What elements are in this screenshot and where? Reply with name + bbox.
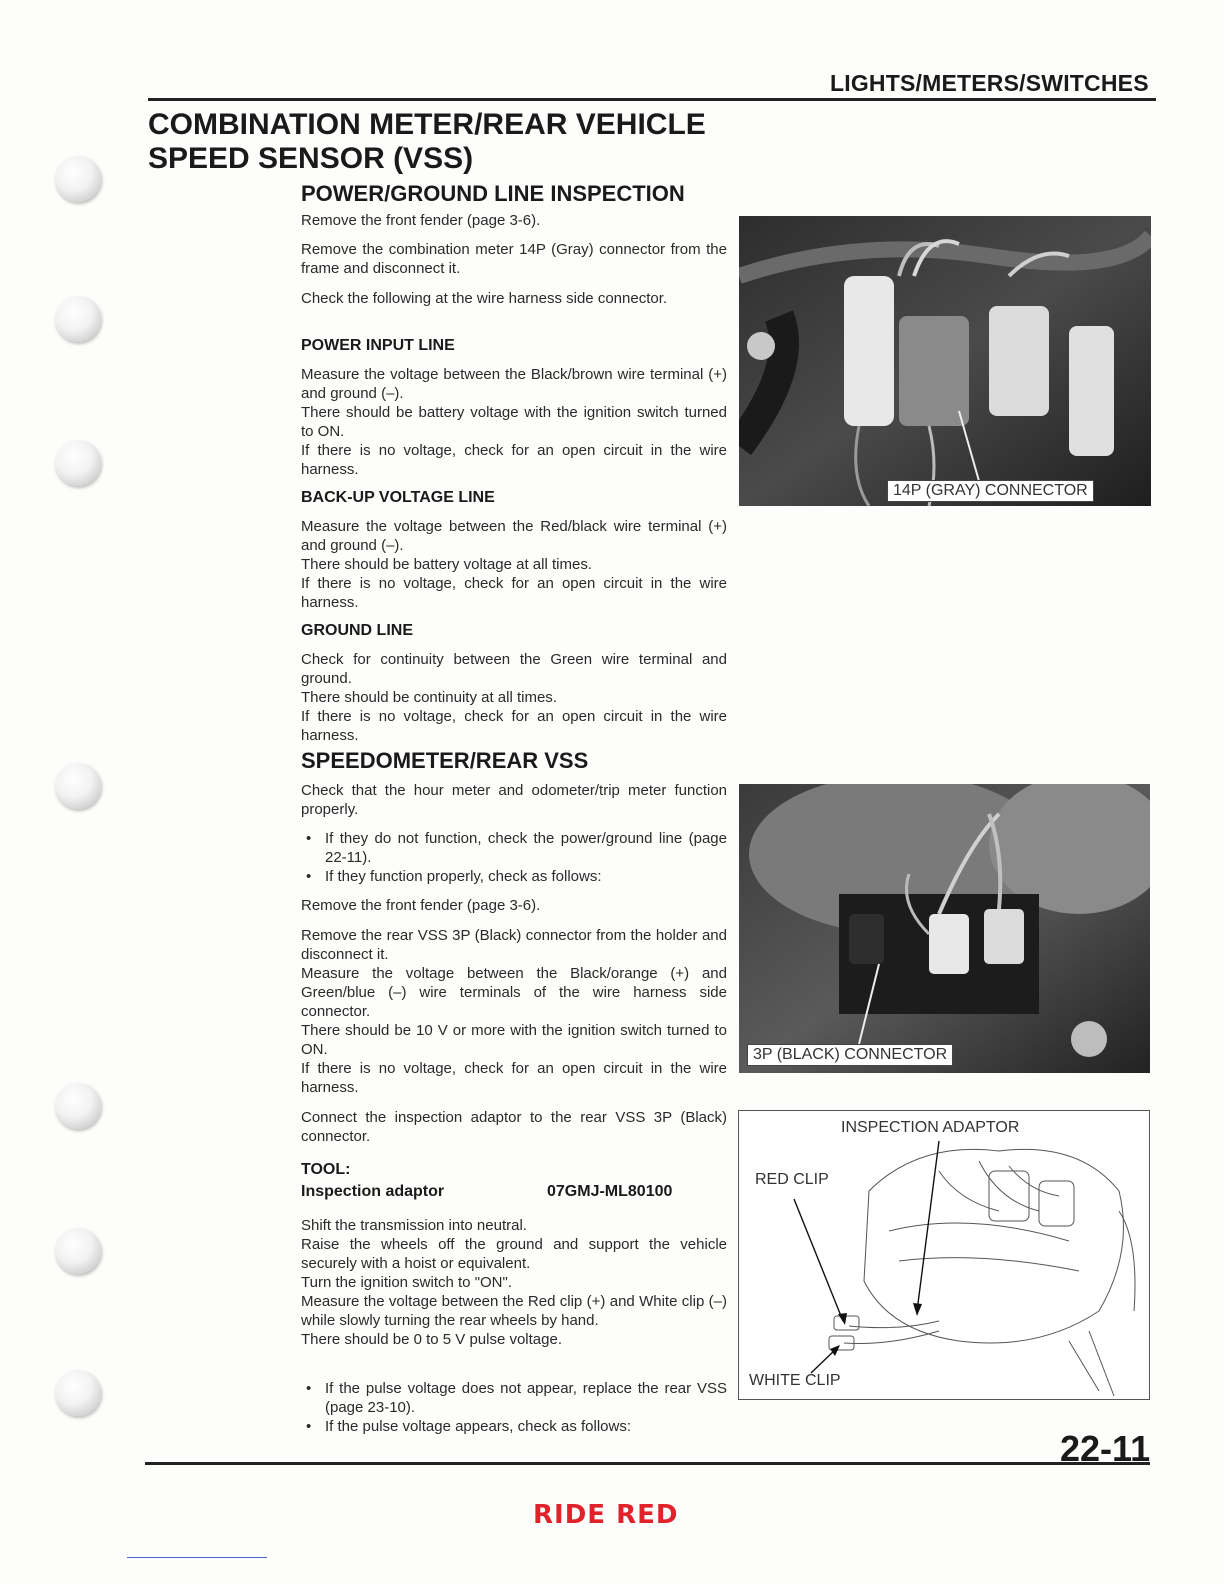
backup-text: [301, 517, 727, 612]
speedo-line: There should be 10 V or more with the ignition switch turned to ON.: [301, 1022, 727, 1058]
speedo-paragraph-4: Connect the inspection adaptor to the rear VSS 3P (Black) connector.: [301, 1109, 727, 1145]
speedo-paragraph-2: Remove the front fender (page 3-6).: [301, 897, 541, 914]
tool-label: TOOL:: [301, 1161, 351, 1178]
binder-hole: [55, 1083, 101, 1129]
speedo-heading: SPEEDOMETER/REAR VSS: [301, 748, 589, 773]
backup-line: Measure the voltage between the Red/black wire terminal (+) and ground (–).: [301, 518, 727, 554]
bullet-item: • If the pulse voltage appears, check as follows:: [301, 1417, 727, 1436]
page-number: 22-11: [1060, 1428, 1151, 1469]
tool-part-number: 07GMJ-ML80100: [547, 1183, 673, 1200]
speedo-line: Measure the voltage between the Black/orange (+) and Green/blue (–) wire terminals of the wire harness side connector.: [301, 965, 727, 1020]
power-input-heading: POWER INPUT LINE: [301, 337, 455, 354]
pg-paragraph-3: Check the following at the wire harness side connector.: [301, 290, 668, 307]
bullet-item: • If they function properly, check as follows:: [301, 867, 727, 886]
speedo-paragraph-3: [301, 926, 727, 1097]
ground-text: [301, 650, 727, 745]
pg-paragraph-1: Remove the front fender (page 3-6).: [301, 212, 541, 229]
binder-hole: [55, 1228, 101, 1274]
speedo-bullets-2: [301, 1379, 727, 1436]
photo-14p-connector: [739, 216, 1151, 506]
brand-logo: RIDE RED: [533, 1500, 679, 1530]
speedo-paragraph-5: [301, 1216, 727, 1349]
red-clip-label: RED CLIP: [755, 1171, 829, 1188]
speedo-line: Remove the rear VSS 3P (Black) connector from the holder and disconnect it.: [301, 927, 727, 963]
photo-3p-illustration: [739, 784, 1150, 1073]
speedo-line: Measure the voltage between the Red clip (+) and White clip (–) while slowly turning the rear wheels by hand.: [301, 1293, 727, 1329]
speedo-line: Shift the transmission into neutral.: [301, 1217, 527, 1234]
speedo-line: There should be 0 to 5 V pulse voltage.: [301, 1331, 563, 1348]
header-rule: [148, 98, 1156, 101]
speedo-line: Turn the ignition switch to "ON".: [301, 1274, 513, 1291]
photo-3p-connector: [739, 784, 1150, 1073]
backup-line: If there is no voltage, check for an open circuit in the wire harness.: [301, 575, 727, 611]
power-input-line: If there is no voltage, check for an open circuit in the wire harness.: [301, 442, 727, 478]
ground-line: Check for continuity between the Green wire terminal and ground.: [301, 651, 727, 687]
title-line-1: COMBINATION METER/REAR VEHICLE: [148, 108, 706, 141]
power-input-line: Measure the voltage between the Black/brown wire terminal (+) and ground (–).: [301, 366, 727, 402]
pg-paragraph-2: Remove the combination meter 14P (Gray) connector from the frame and disconnect it.: [301, 241, 727, 277]
white-clip-label: WHITE CLIP: [749, 1372, 841, 1389]
bullet-item: • If they do not function, check the power/ground line (page 22-11).: [301, 829, 727, 867]
section-header: LIGHTS/METERS/SWITCHES: [830, 70, 1149, 96]
speedo-line: If there is no voltage, check for an open circuit in the wire harness.: [301, 1060, 727, 1096]
photo2-caption: 3P (BLACK) CONNECTOR: [747, 1044, 953, 1066]
page-title: [148, 108, 788, 176]
power-input-text: [301, 365, 727, 479]
photo1-caption: 14P (GRAY) CONNECTOR: [887, 480, 1094, 502]
speedo-bullets: [301, 829, 727, 886]
ground-line: There should be continuity at all times.: [301, 689, 557, 706]
binder-hole: [55, 763, 101, 809]
speedo-paragraph-1: Check that the hour meter and odometer/trip meter function properly.: [301, 782, 727, 818]
ground-line: If there is no voltage, check for an open circuit in the wire harness.: [301, 708, 727, 744]
backup-line: There should be battery voltage at all times.: [301, 556, 592, 573]
bullet-item: • If the pulse voltage does not appear, replace the rear VSS (page 23-10).: [301, 1379, 727, 1417]
footer-rule: [145, 1462, 1150, 1465]
photo-14p-illustration: [739, 216, 1151, 506]
inspection-adaptor-diagram: [738, 1110, 1150, 1400]
power-ground-heading: POWER/GROUND LINE INSPECTION: [301, 181, 685, 206]
inspection-adaptor-label: INSPECTION ADAPTOR: [841, 1119, 1020, 1136]
speedo-line: Raise the wheels off the ground and support the vehicle securely with a hoist or equivalent.: [301, 1236, 727, 1272]
binder-hole: [55, 296, 101, 342]
binder-hole: [55, 440, 101, 486]
adaptor-line-drawing: [739, 1111, 1149, 1399]
power-input-line: There should be battery voltage with the ignition switch turned to ON.: [301, 404, 727, 440]
binder-hole: [55, 1370, 101, 1416]
binder-hole: [55, 156, 101, 202]
title-line-2: SPEED SENSOR (VSS): [148, 142, 474, 175]
ground-heading: GROUND LINE: [301, 622, 413, 639]
tool-name: Inspection adaptor: [301, 1183, 445, 1200]
footer-underline: [127, 1557, 267, 1558]
backup-heading: BACK-UP VOLTAGE LINE: [301, 489, 495, 506]
